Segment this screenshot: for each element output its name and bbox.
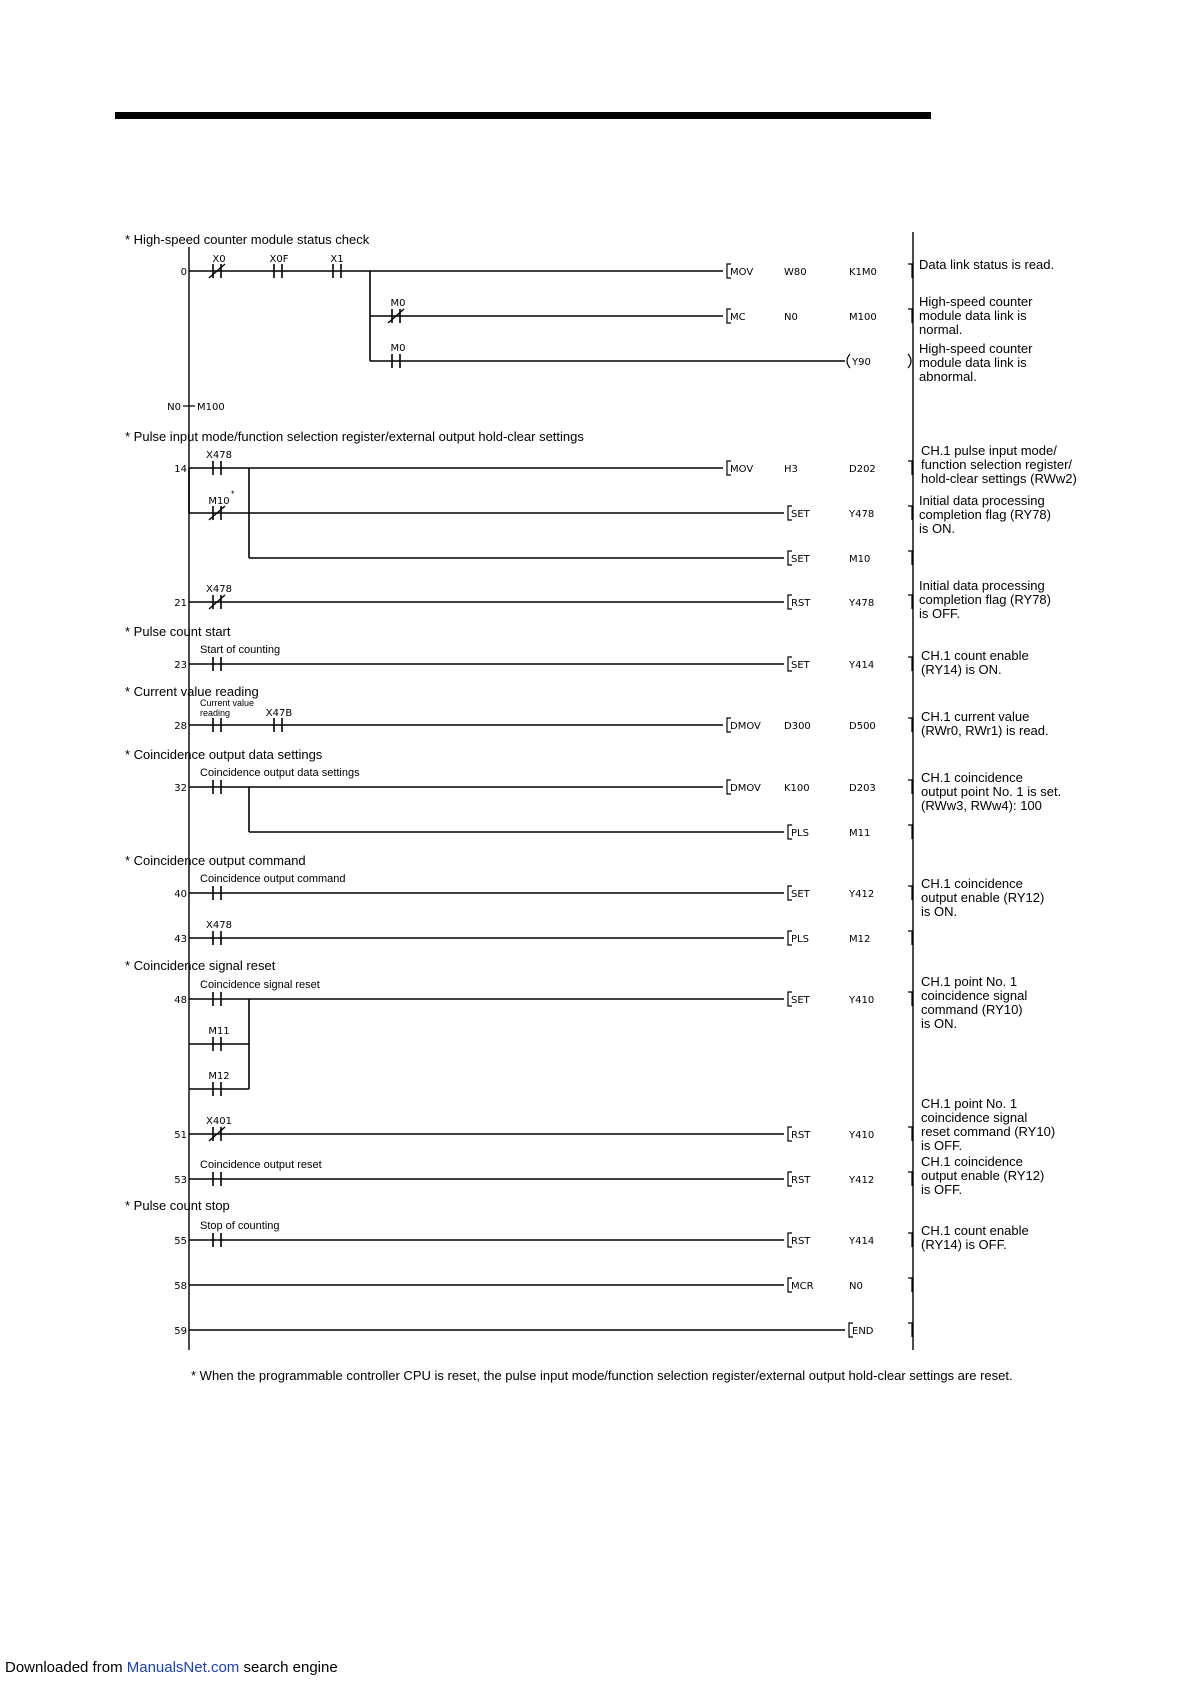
rung-comment: CH.1 count enable (RY14) is OFF. <box>921 1223 1029 1252</box>
contact-comment: Stop of counting <box>200 1220 280 1232</box>
contact-comment: Start of counting <box>200 644 281 656</box>
step-number: 23 <box>174 660 187 671</box>
instruction-operand: Y414 <box>849 1236 875 1247</box>
instruction-op: RST <box>791 1130 811 1141</box>
instruction-op: MOV <box>730 464 754 475</box>
instruction-operand: M12 <box>849 934 871 945</box>
instruction-operand: Y412 <box>849 889 875 900</box>
contact-label: X478 <box>206 584 232 595</box>
footer-prefix: Downloaded from <box>5 1659 127 1676</box>
instruction-op: DMOV <box>730 721 761 732</box>
rung-comment: CH.1 point No. 1 coincidence signal command (RY10) is ON. <box>921 974 1028 1031</box>
contact-label: X1 <box>330 254 344 265</box>
contact-comment: Coincidence output command <box>200 873 346 885</box>
instruction-operand: K1M0 <box>849 267 877 278</box>
coil-output: Y90 <box>852 357 871 368</box>
instruction-operand: Y478 <box>849 509 875 520</box>
contact-comment: Coincidence output data settings <box>200 767 360 779</box>
instruction-operand: N0 <box>784 312 798 323</box>
contact-label: M0 <box>390 343 406 354</box>
rung-comment: Initial data processing completion flag (RY78) is ON. <box>919 493 1051 536</box>
section-title: * Pulse count stop <box>125 1198 230 1213</box>
instruction-op: RST <box>791 598 811 609</box>
instruction-operand: D500 <box>849 721 876 732</box>
mc-contact: M100 <box>197 402 225 413</box>
contact-label: X0F <box>269 254 289 265</box>
step-number: 28 <box>174 721 187 732</box>
instruction-op: MCR <box>791 1281 814 1292</box>
footnote: * When the programmable controller CPU is reset, the pulse input mode/function selection register/external output hold-clear settings are reset. <box>191 1368 1013 1383</box>
step-number: 14 <box>174 464 187 475</box>
instruction-op: RST <box>791 1175 811 1186</box>
step-number: 40 <box>174 889 187 900</box>
instruction-operand: H3 <box>784 464 798 475</box>
section-title: * Coincidence signal reset <box>125 958 276 973</box>
contact-label: M0 <box>390 298 406 309</box>
instruction-operand: Y410 <box>849 995 875 1006</box>
step-number: 48 <box>174 995 187 1006</box>
step-number: 32 <box>174 783 187 794</box>
contact-label: M12 <box>208 1071 230 1082</box>
contact-label: M11 <box>208 1026 230 1037</box>
instruction-op: SET <box>791 554 810 565</box>
rung-comment: CH.1 current value (RWr0, RWr1) is read. <box>921 709 1049 738</box>
instruction-op: SET <box>791 660 810 671</box>
rung-comment: High-speed counter module data link is abnormal. <box>919 341 1033 384</box>
contact-label: M10 <box>208 496 230 507</box>
rung-comment: CH.1 coincidence output enable (RY12) is ON. <box>921 876 1045 919</box>
contact-label: X478 <box>206 450 232 461</box>
instruction-op: MC <box>730 312 746 323</box>
instruction-op: MOV <box>730 267 754 278</box>
section-title: * Current value reading <box>125 684 259 699</box>
header-rule <box>115 112 931 119</box>
contact-label: X401 <box>206 1116 232 1127</box>
contact-label: X0 <box>212 254 226 265</box>
rung-comment: CH.1 coincidence output enable (RY12) is OFF. <box>921 1154 1045 1197</box>
step-number: 43 <box>174 934 187 945</box>
rung-comment: Data link status is read. <box>919 257 1055 272</box>
rung-comment: Initial data processing completion flag (RY78) is OFF. <box>919 578 1051 621</box>
instruction-op: PLS <box>791 934 809 945</box>
contact-label: X478 <box>206 920 232 931</box>
instruction-op: DMOV <box>730 783 761 794</box>
section-title: * High-speed counter module status check <box>125 232 370 247</box>
step-number: 21 <box>174 598 187 609</box>
instruction-operand: M100 <box>849 312 877 323</box>
instruction-operand: K100 <box>784 783 810 794</box>
instruction-op: SET <box>791 889 810 900</box>
contact-comment: Current value <box>200 698 255 708</box>
step-number: 53 <box>174 1175 187 1186</box>
section-title: * Coincidence output data settings <box>125 747 323 762</box>
instruction-op: RST <box>791 1236 811 1247</box>
rung-comment: CH.1 count enable (RY14) is ON. <box>921 648 1029 677</box>
step-number: 55 <box>174 1236 187 1247</box>
rung-comment: CH.1 point No. 1 coincidence signal reset command (RY10) is OFF. <box>921 1096 1056 1153</box>
step-number: 51 <box>174 1130 187 1141</box>
instruction-operand: Y410 <box>849 1130 875 1141</box>
instruction-operand: M10 <box>849 554 871 565</box>
rung-comment: High-speed counter module data link is normal. <box>919 294 1033 337</box>
footer-suffix: search engine <box>239 1659 338 1676</box>
step-number: 59 <box>174 1326 187 1337</box>
instruction-operand: Y478 <box>849 598 875 609</box>
instruction-operand: D300 <box>784 721 811 732</box>
instruction-operand: Y414 <box>849 660 875 671</box>
instruction-op: END <box>852 1326 874 1337</box>
mc-nest: N0 <box>167 402 181 413</box>
contact-comment: reading <box>200 708 231 718</box>
instruction-op: SET <box>791 509 810 520</box>
rung-comment: CH.1 coincidence output point No. 1 is set. (RWw3, RWw4): 100 <box>921 770 1062 813</box>
download-footer <box>5 1659 338 1676</box>
contact-comment: Coincidence signal reset <box>200 979 320 991</box>
instruction-operand: M11 <box>849 828 871 839</box>
contact-comment: Coincidence output reset <box>200 1159 322 1171</box>
contact-label: X47B <box>265 708 293 719</box>
section-title: * Coincidence output command <box>125 853 306 868</box>
instruction-op: SET <box>791 995 810 1006</box>
footnote-marker: * <box>231 489 235 499</box>
instruction-operand: D202 <box>849 464 876 475</box>
instruction-operand: Y412 <box>849 1175 875 1186</box>
section-title: * Pulse input mode/function selection register/external output hold-clear settings <box>125 429 584 444</box>
step-number: 58 <box>174 1281 187 1292</box>
instruction-op: PLS <box>791 828 809 839</box>
instruction-operand: D203 <box>849 783 876 794</box>
instruction-operand: N0 <box>849 1281 863 1292</box>
instruction-operand: W80 <box>784 267 807 278</box>
section-title: * Pulse count start <box>125 624 231 639</box>
rung-comment: CH.1 pulse input mode/ function selection register/ hold-clear settings (RWw2) <box>921 443 1077 486</box>
step-number: 0 <box>180 267 187 278</box>
manualsnet-link[interactable]: ManualsNet.com <box>126 1659 240 1676</box>
